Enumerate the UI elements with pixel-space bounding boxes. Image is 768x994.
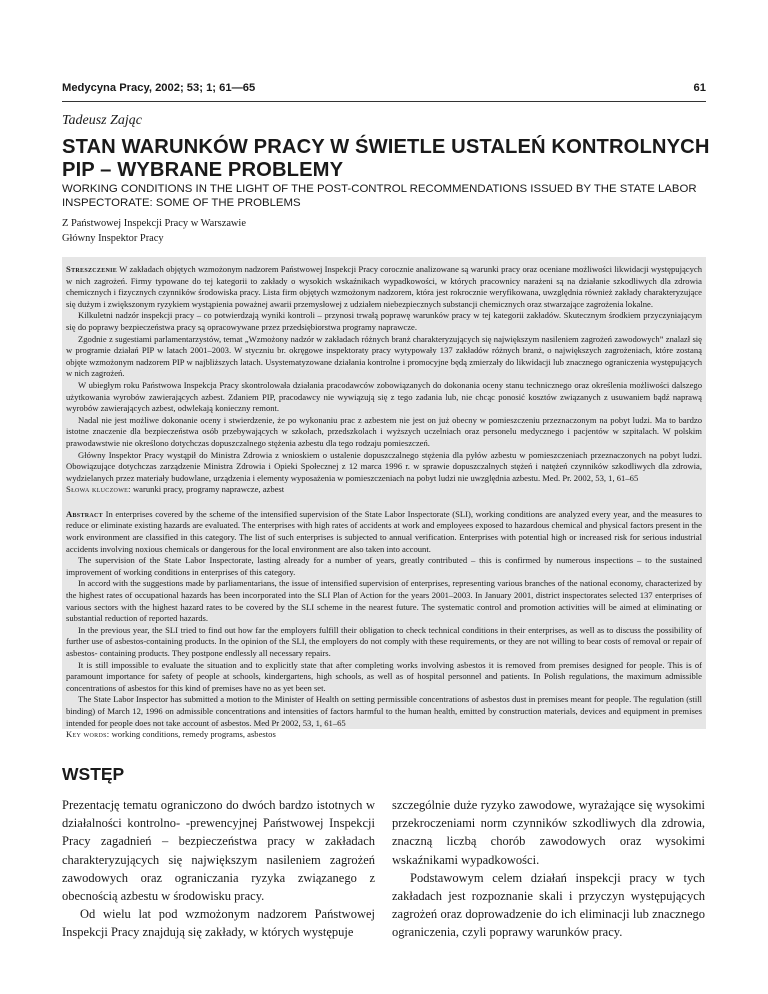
abstract-pl-paragraph: Kilkuletni nadzór inspekcji pracy – co potwierdzają wyniki kontroli – przynosi trwałą poprawę warunków pracy w tej kategorii zakładów. Skutecznym środkiem przyczyniającym się do poprawy bezpieczeństwa pracy są opracowywane przez przedsiębiorstwa programy naprawcze.	[66, 310, 702, 332]
keywords-en-label: Key words:	[66, 729, 110, 740]
abstract-en-keywords: Key words: working conditions, remedy programs, asbestos	[66, 729, 276, 740]
journal-citation: Medycyna Pracy, 2002; 53; 1; 61—65	[62, 82, 256, 94]
abstracts	[66, 264, 702, 741]
abstract-pl-paragraph: W ubiegłym roku Państwowa Inspekcja Pracy skontrolowała działania pracodawców zobowiązanych do dokonania oceny stanu technicznego oraz określenia możliwości dalszego użytkowania wyrobów zawierających azbest. Zdaniem PIP, pracodawcy nie wywiązują się z tego zadania lub, nie chcąc ponosić kosztów związanych z usuwaniem bądź naprawą wyrobów zawierających azbest, odwlekają konieczny remont.	[66, 379, 702, 414]
body-paragraph: Podstawowym celem działań inspekcji pracy w tych zakładach jest rozpoznanie skali i przyczyn występujących zagrożeń oraz doprowadzenie do ich eliminacji lub znacznego ograniczenia, czyli poprawy warunków pracy.	[392, 870, 705, 940]
keywords-pl-label: Słowa kluczowe:	[66, 484, 131, 495]
abstract-en-paragraph: Abstract In enterprises covered by the scheme of the intensified supervision of the State Labor Inspectorate (SLI), working conditions are analyzed every year, and the measures to reduce or eliminate existing hazards are evaluated. The enterprises with high rates of accidents at work and employees exposed to hazardous chemical and physical factors present in the work environment are classified in this category. The list of such enterprises is subjected to annual verification. Enterprises with potential high or increased risk for serious industrial accidents involving noxious chemicals or dangerous for the local environment are also taken into account.	[66, 508, 702, 554]
abstract-en-paragraph: In the previous year, the SLI tried to find out how far the employers fulfill their obligation to check technical conditions in their enterprises, as well as to discuss the possibility of further use of asbestos-containing products. In the opinion of the SLI, the employers do not comply with these requirements, or they are not willing to bear costs of removal or repair of asbestos- containing products. They postpone endlessly all necessary repairs.	[66, 624, 702, 658]
abstract-pl-keywords: Słowa kluczowe: warunki pracy, programy naprawcze, azbest	[66, 484, 285, 495]
article-subtitle	[62, 182, 718, 210]
body-paragraph: szczególnie duże ryzyko zawodowe, wyrażające się wysokimi przekroczeniami norm czynników szkodliwych dla zdrowia, znaczną liczbą chorób zawodowych oraz wysokimi wskaźnikami wypadkowości.	[392, 798, 705, 867]
running-header	[62, 82, 706, 98]
subtitle-line: INSPECTORATE: SOME OF THE PROBLEMS	[62, 197, 301, 209]
abstract-en-paragraph: The State Labor Inspector has submitted a motion to the Minister of Health on setting permissible concentrations of asbestos dust in premises meant for people. The regulation (still binding) of March 12, 1996 on admissible concentrations and intensities of factors harmful to the human health, emitted by construction materials, devices and equipment in premises intended for people does not take account of asbestos. Med Pr 2002, 53, 1, 61–65	[66, 694, 702, 728]
affiliation-line: Z Państwowej Inspekcji Pracy w Warszawie	[62, 218, 246, 229]
body-paragraph: Prezentację tematu ograniczono do dwóch bardzo istotnych w działalności kontrolno- -prewencyjnej Państwowej Inspekcji Pracy zagadnień – bezpieczeństwa pracy w zakładach charakteryzujących się największym nasileniem zagrożeń zawodowych oraz ograniczania ryzyka związanego z obecnością azbestu w środowisku pracy.	[62, 798, 375, 904]
abstract-pl-label: Streszczenie	[66, 264, 118, 274]
abstract-pl-paragraph: Główny Inspektor Pracy wystąpił do Ministra Zdrowia z wnioskiem o ustalenie dopuszczalnego stężenia dla pyłów azbestu w pomieszczeniach przeznaczonych na pobyt ludzi. Obowiązujące dotychczas zarządzenie Ministra Zdrowia i Opieki Społecznej z 12 marca 1996 r. w sprawie dopuszczalnych stężeń i natężeń czynników szkodliwych dla zdrowia, wydzielanych przez materiały budowlane, urządzenia i elementy wyposażenia w pomieszczeniach na pobyt ludzi nie uwzględnia azbestu. Med. Pr. 2002, 53, 1, 61–65	[66, 449, 702, 483]
abstract-pl-paragraph: Streszczenie W zakładach objętych wzmożonym nadzorem Państwowej Inspekcji Pracy corocznie analizowane są warunki pracy oraz oceniane możliwości likwidacji występujących w nich zagrożeń. Firmy typowane do tej kategorii to zakłady o wysokich wskaźnikach wypadkowości, w których pracownicy narażeni są na działanie szkodliwych dla zdrowia chemicznych i fizycznych czynników środowiska pracy. Lista firm objętych wzmożonym nadzorem, która jest rokrocznie weryfikowana, uwzględnia również zakłady charakteryzujące się dużym i zwiększonym ryzykiem wystąpienia poważnej awarii przemysłowej z udziałem niebezpiecznych substancji chemicznych oraz stwarzające zagrożenia lokalne.	[66, 264, 702, 309]
title-line: PIP – WYBRANE PROBLEMY	[62, 159, 344, 181]
section-heading: WSTĘP	[62, 764, 125, 784]
page-number: 61	[693, 82, 706, 94]
abstract-en-paragraph: In accord with the suggestions made by parliamentarians, the issue of intensified supervision of enterprises, representing various branches of the national economy, characterized by the highest rates of occupational hazards has been incorporated into the SLI Plan of Action for the years 2001–2003. In January 2001, district inspectorates selected 137 enterprises of various sectors with the highest hazard rates to be covered by the SLI scheme in the nearest future. The systematic control and promotion activities will be aimed at eliminating or substantial reduction of reported hazards.	[66, 578, 702, 624]
abstract-en-paragraph: It is still impossible to evaluate the situation and to explicitly state that after completing works involving asbestos it is removed from premises designed for people. This is of paramount importance for safety of people at schools, kindergartens, high schools, as well as of hospital personnel and patients. In Polish regulations, the maximum admissible concentrations of asbestos for this kind of premises have no as yet been set.	[66, 659, 702, 693]
abstract-pl-paragraph: Nadal nie jest możliwe dokonanie oceny i stwierdzenie, że po wykonaniu prac z azbestem nie jest on już obecny w pomieszczeniu przeznaczonym na pobyt ludzi. Ma to bardzo istotne znaczenie dla bezpieczeństwa osób przebywających w szkołach, przedszkolach i wyższych uczelniach oraz personelu medycznego i pacjentów w szpitalach. W polskim prawodawstwie nie określono dotychczas dopuszczalnego stężenia azbestu dla tego rodzaju pomieszczeń.	[66, 414, 702, 448]
abstract-pl-paragraph: Zgodnie z sugestiami parlamentarzystów, temat „Wzmożony nadzór w zakładach różnych branż charakteryzujących się największym nasileniem zagrożeń zawodowych” znalazł się w programie działań PIP w latach 2001–2003. W styczniu br. okręgowe inspektoraty pracy wytypowały 137 zakładów różnych branż, o największych zagrożeniach, które zostaną objęte wzmożonym nadzorem PIP w najbliższych latach. Usystematyzowane działania kontrolne i promocyjne będą zmierzały do likwidacji lub znacznego ograniczenia występujących w nich zagrożeń.	[66, 333, 702, 379]
article-title	[62, 136, 718, 182]
abstract-en-paragraph: The supervision of the State Labor Inspectorate, lasting already for a number of years, greatly contributed – this is confirmed by numerous inspections – to the sustained improvement of working conditions in enterprises of this category.	[66, 555, 702, 577]
title-line: STAN WARUNKÓW PRACY W ŚWIETLE USTALEŃ KONTROLNYCH	[62, 136, 710, 158]
affiliation	[62, 216, 246, 246]
author-name: Tadeusz Zając	[62, 113, 143, 128]
subtitle-line: WORKING CONDITIONS IN THE LIGHT OF THE POST-CONTROL RECOMMENDATIONS ISSUED BY THE STATE LABOR	[62, 183, 697, 195]
body-paragraph: Od wielu lat pod wzmożonym nadzorem Państwowej Inspekcji Pracy znajdują się zakłady, w których występuje	[62, 907, 375, 940]
abstract-en-label: Abstract	[66, 508, 103, 519]
body-column-right	[392, 796, 705, 942]
body-column-left	[62, 796, 375, 942]
header-rule	[62, 101, 706, 102]
affiliation-line: Główny Inspektor Pracy	[62, 233, 164, 244]
